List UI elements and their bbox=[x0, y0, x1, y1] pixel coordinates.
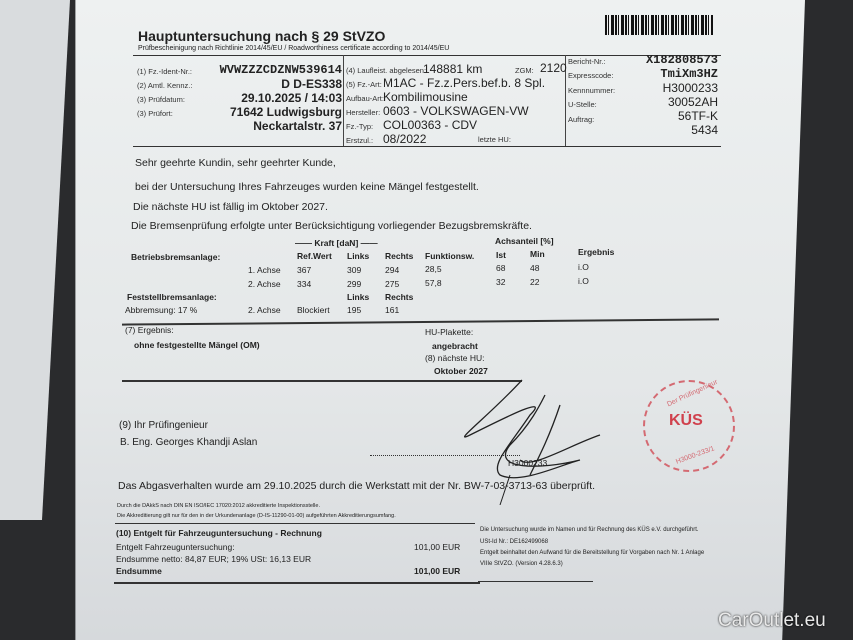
left-value: 195 bbox=[347, 305, 362, 315]
divider bbox=[115, 523, 475, 524]
body-label: Aufbau-Art: bbox=[346, 94, 384, 103]
vehicle-type-value: M1AC - Fz.z.Pers.bef.b. 8 Spl. bbox=[383, 76, 546, 90]
left-value: 299 bbox=[347, 279, 362, 289]
braking-rate: Abbremsung: 17 % bbox=[125, 305, 198, 315]
background-sheet bbox=[0, 0, 70, 520]
document-subtitle: Prüfbescheinigung nach Richtlinie 2014/45/EU / Roadworthiness certificate according to 2014/45/EU bbox=[138, 45, 450, 52]
actual-value: 68 bbox=[496, 263, 506, 273]
right-value: 294 bbox=[385, 265, 400, 275]
vehicle-type-label: (5) Fz.-Art: bbox=[346, 80, 382, 89]
manufacturer-value: 0603 - VOLKSWAGEN-VW bbox=[383, 104, 529, 118]
station-label: U-Stelle: bbox=[568, 100, 597, 109]
inspector-label: (9) Ihr Prüfingenieur bbox=[119, 420, 208, 431]
axle: 2. Achse bbox=[248, 305, 281, 315]
registration-label: Erstzul.: bbox=[346, 136, 374, 145]
place-value: 71642 Ludwigsburg bbox=[229, 105, 342, 119]
divider bbox=[133, 146, 721, 147]
invoice-amount: 101,00 EUR bbox=[414, 542, 461, 552]
ref-value: Blockiert bbox=[297, 305, 330, 315]
street-value: Neckartalstr. 37 bbox=[253, 119, 342, 133]
report-no-value: X182808573 bbox=[645, 53, 718, 67]
actual-value: 32 bbox=[496, 277, 506, 287]
mileage-value: 148881 km bbox=[423, 62, 483, 76]
date-label: (3) Prüfdatum: bbox=[137, 95, 185, 104]
col-header: Links bbox=[347, 251, 370, 261]
invoice-title: (10) Entgelt für Fahrzeuguntersuchung - Rechnung bbox=[116, 528, 322, 538]
station-value: 30052AH bbox=[667, 95, 718, 109]
col-header: Ist bbox=[496, 250, 506, 260]
letter-line: Die Bremsenprüfung erfolgte unter Berücksichtigung vorliegender Bezugsbremskräfte. bbox=[131, 220, 532, 232]
min-value: 48 bbox=[530, 263, 540, 273]
document-title: Hauptuntersuchung nach § 29 StVZO bbox=[138, 28, 386, 44]
divider bbox=[478, 581, 593, 582]
col-header: Rechts bbox=[385, 292, 414, 302]
vat-id: USt-Id Nr.: DE162499068 bbox=[480, 539, 549, 545]
order-label: Auftrag: bbox=[568, 115, 595, 124]
stamp-ring-text: Der Prüfingenieur bbox=[666, 378, 719, 409]
plakette-value: angebracht bbox=[432, 341, 478, 351]
place-label: (3) Prüfort: bbox=[137, 109, 173, 118]
parking-brake-label: Feststellbremsanlage: bbox=[127, 292, 217, 302]
col-header: Min bbox=[530, 249, 545, 259]
expresscode-label: Expresscode: bbox=[568, 71, 614, 80]
accreditation-note: Durch die DAkkS nach DIN EN ISO/IEC 17020:2012 akkreditierte Inspektionsstelle. bbox=[117, 503, 320, 509]
invoice-line: Entgelt Fahrzeuguntersuchung: bbox=[116, 542, 235, 552]
invoice-note: VIIIe StVZO. (Version 4.28.6.3) bbox=[480, 561, 563, 567]
plate-value: D D-ES338 bbox=[281, 77, 342, 91]
ref-value: 334 bbox=[297, 279, 312, 289]
model-label: Fz.-Typ: bbox=[346, 122, 374, 131]
letter-line: Die nächste HU ist fällig im Oktober 2027. bbox=[133, 201, 328, 213]
order-number: 5434 bbox=[691, 123, 718, 137]
plate-label: (2) Amtl. Kennz.: bbox=[137, 81, 193, 90]
vin-label: (1) Fz.-Ident-Nr.: bbox=[137, 67, 193, 76]
result-value: ohne festgestellte Mängel (OM) bbox=[134, 340, 260, 350]
col-header: Funktionsw. bbox=[425, 251, 475, 261]
id-label: Kennnummer: bbox=[568, 86, 616, 95]
expresscode-value: TmiXm3HZ bbox=[660, 67, 718, 81]
body-value: Kombilimousine bbox=[383, 90, 468, 104]
id-value: H3000233 bbox=[662, 81, 718, 95]
vin-value: WVWZZZCDZNW539614 bbox=[219, 63, 342, 77]
last-hu-label: letzte HU: bbox=[478, 135, 511, 144]
total-label: Endsumme bbox=[116, 566, 162, 576]
ref-value: 367 bbox=[297, 265, 312, 275]
barcode bbox=[605, 15, 713, 35]
col-header: Rechts bbox=[385, 251, 414, 261]
invoice-note: Entgelt beinhaltet den Aufwand für die Bereitstellung für Vorgaben nach Nr. 1 Anlage bbox=[480, 550, 705, 556]
report-no-label: Bericht-Nr.: bbox=[568, 57, 606, 66]
function-value: 57,8 bbox=[425, 278, 442, 288]
service-brake-label: Betriebsbremsanlage: bbox=[131, 252, 221, 262]
inspector-name: B. Eng. Georges Khandji Aslan bbox=[120, 437, 258, 448]
registration-value: 08/2022 bbox=[383, 132, 427, 146]
greeting: Sehr geehrte Kundin, sehr geehrter Kunde, bbox=[135, 157, 336, 169]
result-value: i.O bbox=[578, 276, 589, 286]
letter-line: bei der Untersuchung Ihres Fahrzeuges wurden keine Mängel festgestellt. bbox=[135, 181, 479, 193]
col-header: Ref.Wert bbox=[297, 251, 332, 261]
result-value: i.O bbox=[578, 262, 589, 272]
right-value: 275 bbox=[385, 279, 400, 289]
col-header: Links bbox=[347, 292, 370, 302]
result-label: (7) Ergebnis: bbox=[125, 325, 174, 335]
axle-share-header: Achsanteil [%] bbox=[495, 236, 554, 246]
axle: 1. Achse bbox=[248, 265, 281, 275]
col-header: Ergebnis bbox=[578, 247, 615, 257]
next-hu-label: (8) nächste HU: bbox=[425, 353, 485, 363]
next-hu-value: Oktober 2027 bbox=[434, 366, 488, 376]
min-value: 22 bbox=[530, 277, 540, 287]
stamp-logo: KÜS bbox=[669, 412, 703, 429]
left-value: 309 bbox=[347, 265, 362, 275]
divider bbox=[343, 55, 344, 146]
invoice-note: Die Untersuchung wurde im Namen und für Rechnung des KÜS e.V. durchgeführt. bbox=[480, 527, 699, 533]
invoice-net: Endsumme netto: 84,87 EUR; 19% USt: 16,13 EUR bbox=[116, 554, 312, 564]
zgm-value: 2120 bbox=[540, 61, 567, 75]
axle: 2. Achse bbox=[248, 279, 281, 289]
accreditation-note: Die Akkreditierung gilt nur für den in der Urkundenanlage (D-IS-11290-01-00) aufgeführten Akkreditierungsumfang. bbox=[117, 513, 396, 519]
total-amount: 101,00 EUR bbox=[414, 566, 461, 576]
stamp-number: H3000-233/1 bbox=[675, 445, 716, 466]
emission-statement: Das Abgasverhalten wurde am 29.10.2025 durch die Werkstatt mit der Nr. BW-7-03-3713-63 überprüft. bbox=[118, 480, 596, 492]
manufacturer-label: Hersteller: bbox=[346, 108, 381, 117]
inspector-id: H3000233 bbox=[508, 458, 548, 468]
plakette-label: HU-Plakette: bbox=[425, 327, 474, 337]
order-value: 56TF-K bbox=[677, 109, 718, 123]
divider bbox=[133, 55, 721, 56]
force-header: —— Kraft [daN] —— bbox=[295, 238, 378, 248]
divider bbox=[114, 582, 480, 584]
zgm-label: ZGM: bbox=[515, 66, 534, 75]
mileage-label: (4) Laufleist. abgelesen: bbox=[346, 66, 427, 75]
function-value: 28,5 bbox=[425, 264, 442, 274]
date-value: 29.10.2025 / 14:03 bbox=[241, 91, 342, 105]
inspector-stamp bbox=[643, 380, 735, 472]
model-value: COL00363 - CDV bbox=[383, 118, 478, 132]
watermark: CarOutlet.eu bbox=[718, 610, 826, 631]
right-value: 161 bbox=[385, 305, 400, 315]
